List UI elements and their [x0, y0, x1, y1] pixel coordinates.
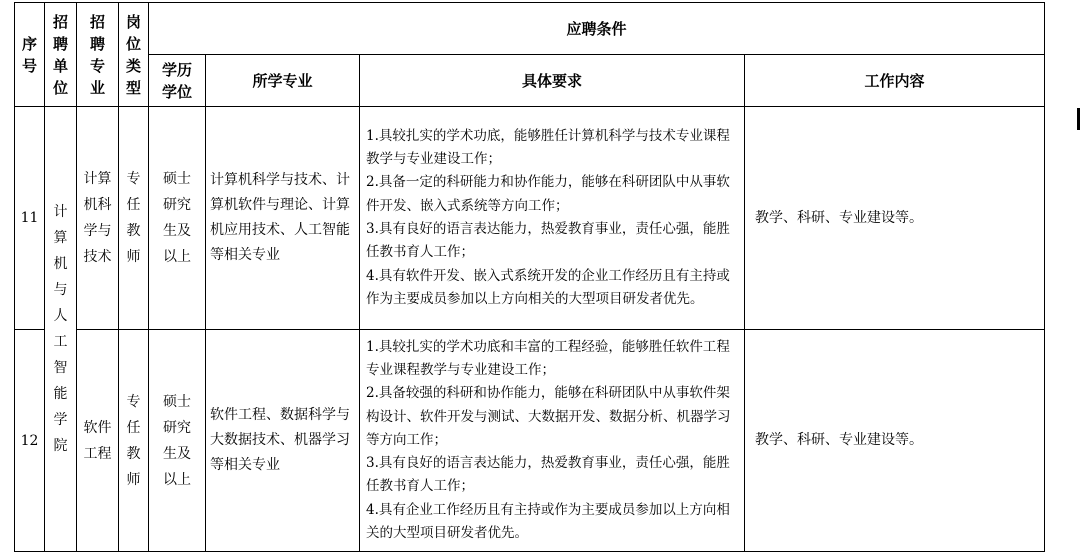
row-study-major: 计算机科学与技术、计算机软件与理论、计算机应用技术、人工智能等相关专业	[206, 107, 360, 330]
row-seq: 12	[15, 330, 45, 552]
unit-name-cell: 计算机与人工智能学院	[45, 107, 77, 552]
header-degree: 学历学位	[149, 55, 206, 107]
row-requirements	[360, 107, 745, 330]
requirement-item: 2.具备一定的科研能力和协作能力，能够在科研团队中从事软件开发、嵌入式系统等方向工作；	[366, 174, 730, 214]
table-row	[15, 107, 1045, 330]
header-conditions: 应聘条件	[149, 3, 1045, 55]
row-degree: 硕士研究生及以上	[149, 330, 206, 552]
requirement-item: 3.具有良好的语言表达能力，热爱教育事业，责任心强，能胜任教书育人工作；	[366, 221, 730, 261]
header-seq: 序号	[15, 3, 45, 107]
row-work: 教学、科研、专业建设等。	[745, 330, 1045, 552]
row-requirements	[360, 330, 745, 552]
row-major: 计算机科学与技术	[77, 107, 119, 330]
row-major: 软件工程	[77, 330, 119, 552]
requirement-item: 4.具有企业工作经历且有主持或作为主要成员参加以上方向相关的大型项目研发者优先。	[366, 501, 730, 542]
row-post-type: 专任教师	[119, 107, 149, 330]
requirement-item: 1.具较扎实的学术功底，能够胜任计算机科学与技术专业课程教学与专业建设工作；	[366, 127, 730, 168]
header-requirements: 具体要求	[360, 55, 745, 107]
requirement-item: 2.具备较强的科研和协作能力，能够在科研团队中从事软件架构设计、软件开发与测试、大数据开发、数据分析、机器学习等方向工作；	[366, 385, 731, 448]
requirement-item: 1.具较扎实的学术功底和丰富的工程经验，能够胜任软件工程专业课程教学与专业建设工作；	[366, 338, 730, 378]
header-post-type: 岗位类型	[119, 3, 149, 107]
row-post-type: 专任教师	[119, 330, 149, 552]
requirement-item: 3.具有良好的语言表达能力，热爱教育事业，责任心强，能胜任教书育人工作；	[366, 455, 730, 495]
header-study-major: 所学专业	[206, 55, 360, 107]
recruitment-table-container	[14, 2, 1045, 552]
row-degree: 硕士研究生及以上	[149, 107, 206, 330]
header-major: 招聘专业	[77, 3, 119, 107]
header-work: 工作内容	[745, 55, 1045, 107]
row-seq: 11	[15, 107, 45, 330]
row-work: 教学、科研、专业建设等。	[745, 107, 1045, 330]
header-unit: 招聘单位	[45, 3, 77, 107]
row-study-major: 软件工程、数据科学与大数据技术、机器学习等相关专业	[206, 330, 360, 552]
requirement-item: 4.具有软件开发、嵌入式系统开发的企业工作经历且有主持或作为主要成员参加以上方向相关的大型项目研发者优先。	[366, 267, 730, 307]
recruitment-table	[14, 2, 1045, 552]
table-row	[15, 330, 1045, 552]
